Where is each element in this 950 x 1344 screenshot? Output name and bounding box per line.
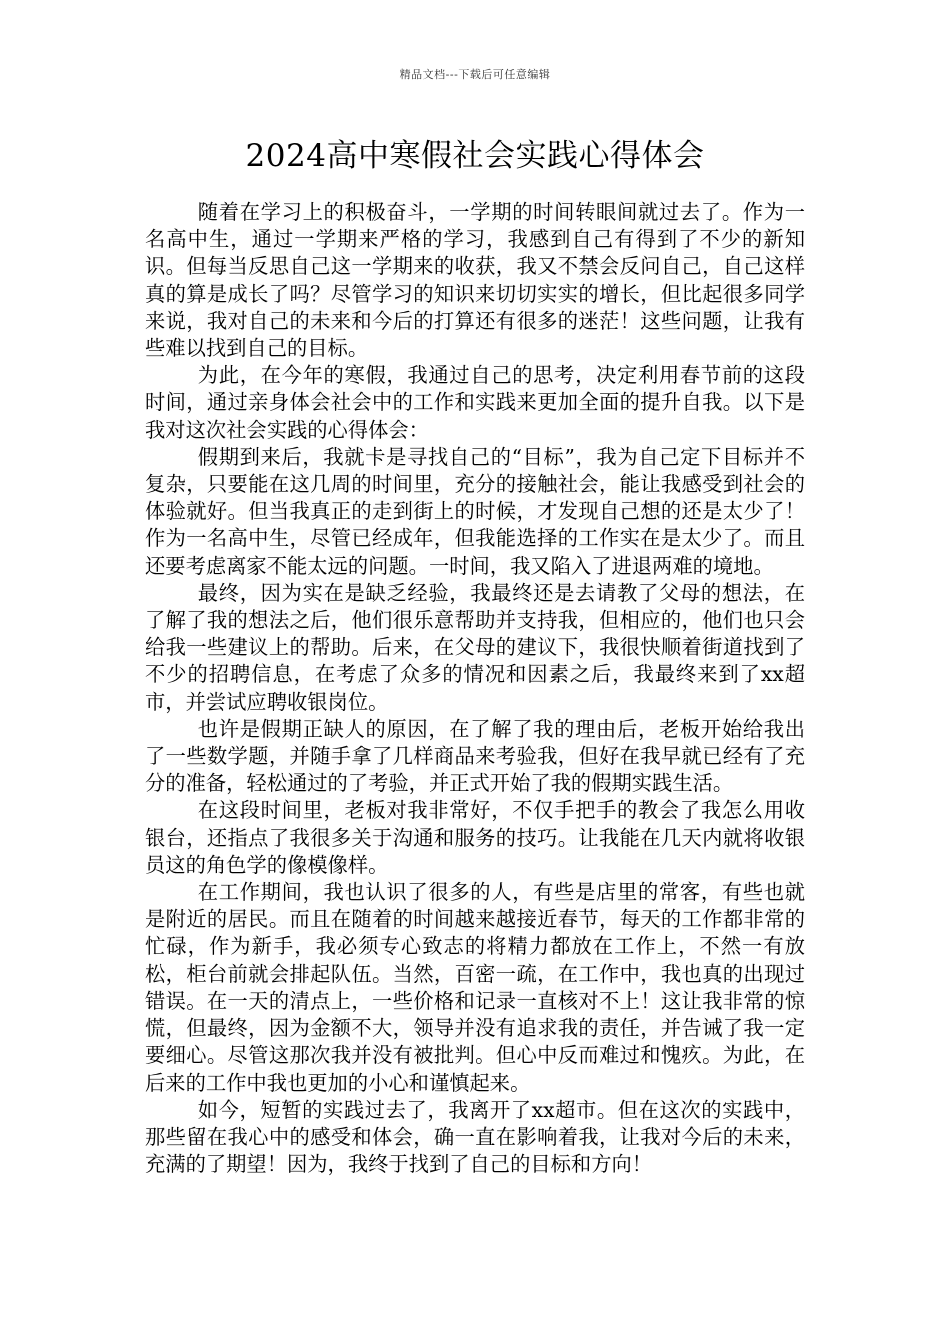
document-body: [145, 199, 805, 1178]
paragraph: 最终，因为实在是缺乏经验，我最终还是去请教了父母的想法，在了解了我的想法之后，他们很乐意帮助并支持我，但相应的，他们也只会给我一些建议上的帮助。后来，在父母的建议下，我很快顺着街道找到了不少的招聘信息，在考虑了众多的情况和因素之后，我最终来到了xx超市，并尝试应聘收银岗位。: [145, 580, 805, 714]
paragraph: 如今，短暂的实践过去了，我离开了xx超市。但在这次的实践中，那些留在我心中的感受和体会，确一直在影响着我，让我对今后的未来，充满的了期望！因为，我终于找到了自己的目标和方向！: [145, 1097, 805, 1177]
document-title: 2024高中寒假社会实践心得体会: [245, 138, 705, 174]
paragraph: 也许是假期正缺人的原因，在了解了我的理由后，老板开始给我出了一些数学题，并随手拿了几样商品来考验我，但好在我早就已经有了充分的准备，轻松通过的了考验，并正式开始了我的假期实践生活。: [145, 716, 805, 796]
paragraph: 在工作期间，我也认识了很多的人，有些是店里的常客，有些也就是附近的居民。而且在随着的时间越来越接近春节，每天的工作都非常的忙碌，作为新手，我必须专心致志的将精力都放在工作上，不然一有放松，柜台前就会排起队伍。当然，百密一疏，在工作中，我也真的出现过错误。在一天的清点上，一些价格和记录一直核对不上！这让我非常的惊慌，但最终，因为金额不大，领导并没有追求我的责任，并告诫了我一定要细心。尽管这那次我并没有被批判。但心中反而难过和愧疚。为此，在后来的工作中我也更加的小心和谨慎起来。: [145, 880, 805, 1095]
paragraph: 在这段时间里，老板对我非常好，不仅手把手的教会了我怎么用收银台，还指点了我很多关于沟通和服务的技巧。让我能在几天内就将收银员这的角色学的像模像样。: [145, 798, 805, 877]
paragraph: 随着在学习上的积极奋斗，一学期的时间转眼间就过去了。作为一名高中生，通过一学期来严格的学习，我感到自己有得到了不少的新知识。但每当反思自己这一学期来的收获，我又不禁会反问自己，自己这样真的算是成长了吗？尽管学习的知识来切切实实的增长，但比起很多同学来说，我对自己的未来和今后的打算还有很多的迷茫！这些问题，让我有些难以找到自己的目标。: [145, 200, 805, 361]
paragraph: 为此，在今年的寒假，我通过自己的思考，决定利用春节前的这段时间，通过亲身体会社会中的工作和实践来更加全面的提升自我。以下是我对这次社会实践的心得体会：: [145, 363, 805, 442]
paragraph: 假期到来后，我就卡是寻找自己的“目标”，我为自己定下目标并不复杂，只要能在这几周的时间里，充分的接触社会，能让我感受到社会的体验就好。但当我真正的走到街上的时候，才发现自己想的还是太少了！作为一名高中生，尽管已经成年，但我能选择的工作实在是太少了。而且还要考虑离家不能太远的问题。一时间，我又陷入了进退两难的境地。: [145, 444, 805, 578]
header-note: 精品文档---下载后可任意编辑: [399, 68, 551, 81]
